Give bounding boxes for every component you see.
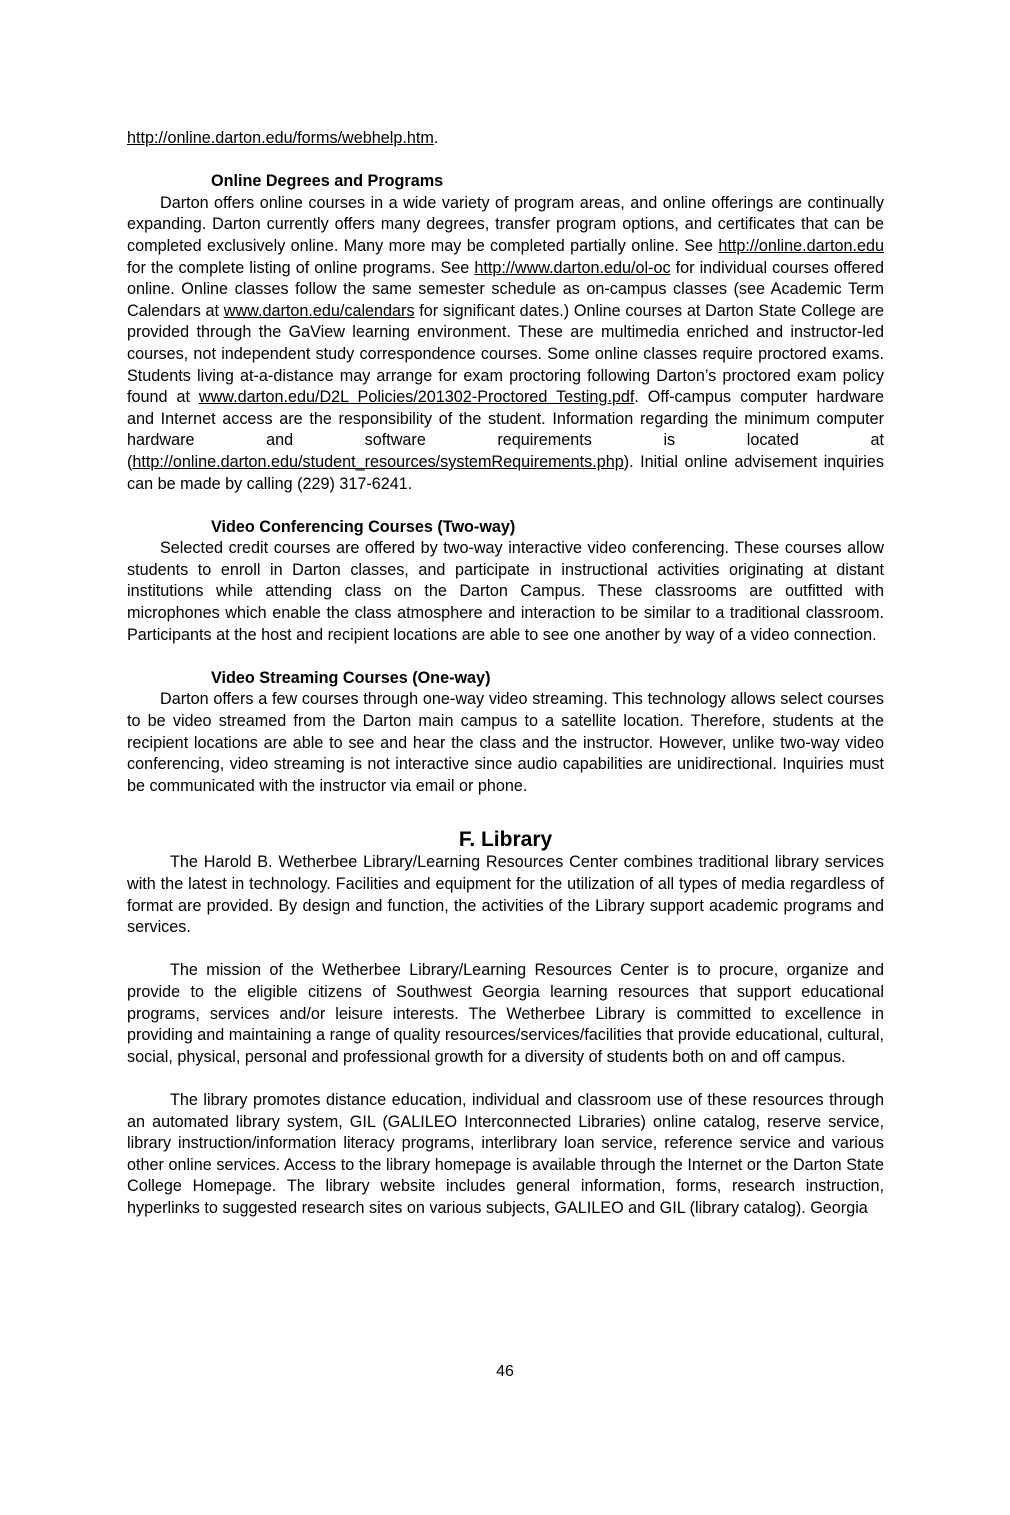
- page-number: 46: [496, 1363, 514, 1380]
- spacer: [127, 1068, 884, 1090]
- video-streaming-heading: Video Streaming Courses (One-way): [211, 668, 491, 687]
- ol-oc-link[interactable]: http://www.darton.edu/ol-oc: [474, 258, 671, 277]
- online-text-4: for significant dates.) Online courses at Darton State College are provided through the GaView learning environment. These are multimedia enriched and instructor-led courses, not independent study correspondence courses. Some online classes require proctored exams. Students living at-a-distance may arrange for exam proctoring following Darton’s proctored exam policy found at: [127, 301, 885, 407]
- system-requirements-link[interactable]: http://online.darton.edu/student_resources/systemRequirements.php: [132, 452, 624, 471]
- library-paragraph-3: The library promotes distance education, individual and classroom use of these resources through an automated library system, GIL (GALILEO Interconnected Libraries) online catalog, reserve service, library instruction/information literacy programs, interlibrary loan service, reference service and various other online services. Access to the library homepage is available through the Internet or the Darton State College Homepage. The library website includes general information, forms, research instruction, hyperlinks to suggested research sites on various subjects, GALILEO and GIL (library catalog). Georgia: [127, 1090, 884, 1217]
- video-conferencing-paragraph: Selected credit courses are offered by two-way interactive video conferencing. These courses allow students to enroll in Darton classes, and participate in instructional activities originating at distant institutions while attending class on the Darton Campus. These classrooms are outfitted with microphones which enable the class atmosphere and interaction to be similar to a traditional classroom. Participants at the host and recipient locations are able to see one another by way of a video connection.: [127, 539, 884, 644]
- spacer: [127, 939, 884, 961]
- video-streaming-paragraph: Darton offers a few courses through one-way video streaming. This technology allows select courses to be video streamed from the Darton main campus to a satellite location. Therefore, students at the recipient locations are able to see and hear the class and the instructor. However, unlike two-way video conferencing, video streaming is not interactive since audio capabilities are unidirectional. Inquiries must be communicated with the instructor via email or phone.: [127, 690, 884, 795]
- top-link-line: [127, 128, 884, 150]
- online-text-5: . Off-campus computer hardware and Internet access are the responsibility of the student. Information regarding the minimum computer hardware and software requirements is located at (: [127, 388, 884, 471]
- online-text-3: for individual courses offered online. Online classes follow the same semester schedule as on-campus classes (see Academic Term Calendars at: [127, 258, 884, 320]
- spacer: [127, 495, 884, 517]
- proctored-policy-link[interactable]: www.darton.edu/D2L Policies/201302-Proctored Testing.pdf: [198, 388, 635, 407]
- spacer: [127, 797, 884, 828]
- library-paragraph-1: The Harold B. Wetherbee Library/Learning Resources Center combines traditional library services with the latest in technology. Facilities and equipment for the utilization of all types of media regardless of format are provided. By design and function, the activities of the Library support academic programs and services.: [127, 853, 884, 937]
- online-degrees-paragraph: [127, 193, 884, 495]
- online-text-1: Darton offers online courses in a wide variety of program areas, and online offerings are continually expanding. Darton currently offers many degrees, transfer program options, and certificates that can be completed exclusively online. Many more may be completed partially online. See: [127, 193, 884, 255]
- online-text-2: for the complete listing of online programs. See: [127, 258, 475, 277]
- document-body: [127, 128, 884, 1220]
- video-conferencing-heading: Video Conferencing Courses (Two-way): [211, 517, 516, 536]
- spacer: [127, 150, 884, 172]
- spacer: [127, 646, 884, 668]
- calendars-link[interactable]: www.darton.edu/calendars: [223, 301, 415, 320]
- online-darton-link[interactable]: http://online.darton.edu: [718, 236, 884, 255]
- webhelp-link[interactable]: http://online.darton.edu/forms/webhelp.htm: [127, 129, 434, 147]
- library-paragraph-2: The mission of the Wetherbee Library/Learning Resources Center is to procure, organize and provide to the eligible citizens of Southwest Georgia learning resources that support educational programs, services and/or leisure interests. The Wetherbee Library is committed to excellence in providing and maintaining a range of quality resources/services/facilities that provide educational, cultural, social, physical, personal and professional growth for a diversity of students both on and off campus.: [127, 961, 884, 1066]
- top-link-suffix: .: [433, 129, 439, 147]
- online-degrees-heading: Online Degrees and Programs: [211, 172, 444, 191]
- library-section-title: F. Library: [458, 828, 553, 852]
- online-text-6: ). Initial online advisement inquiries can be made by calling (229) 317-6241.: [127, 452, 884, 493]
